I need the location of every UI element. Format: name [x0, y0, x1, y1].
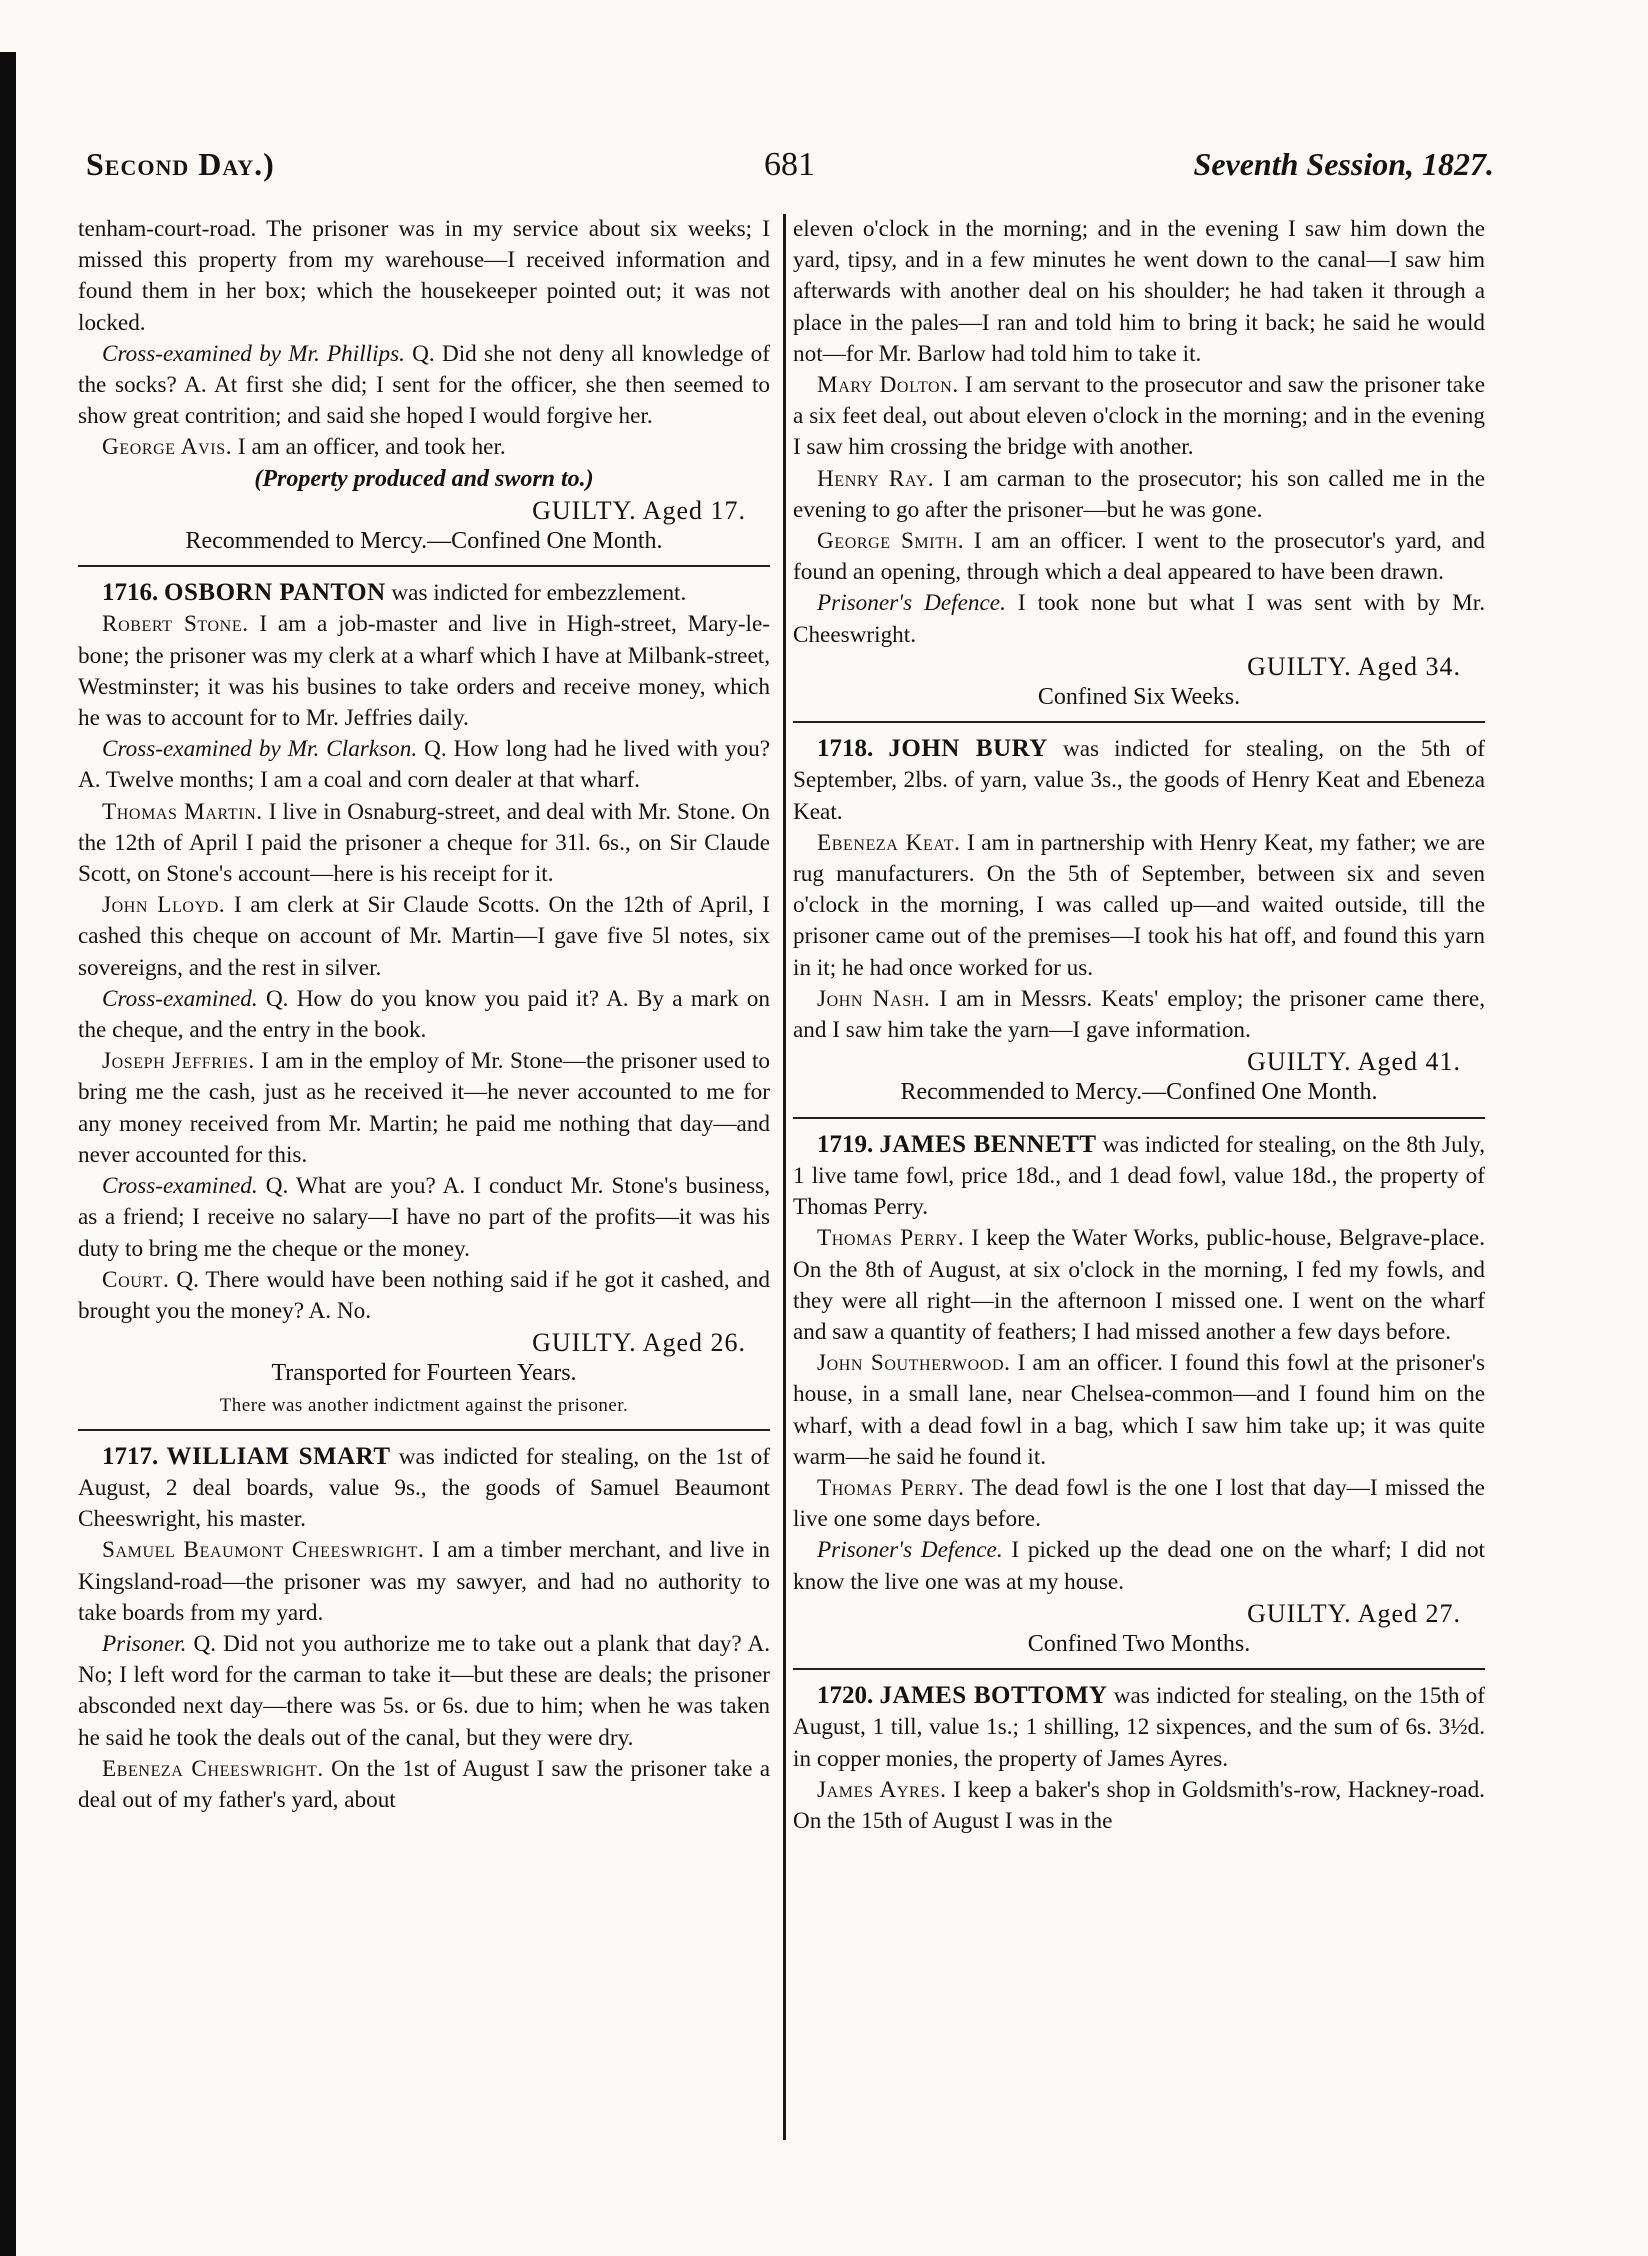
- testimony-text: On the 1st of August I saw the prisoner take a deal out of my father's yard, about: [78, 1755, 770, 1813]
- testimony-text: I am an officer. I found this fowl at the prisoner's house, in a small lane, near Chelsea-common—and I found him on the wharf, with a dead fowl in a bag, which I saw him take up; it was quite warm—he said he found it.: [793, 1350, 1485, 1470]
- testimony: [793, 1473, 1485, 1535]
- defence-label: Prisoner's Defence.: [817, 590, 1006, 617]
- testimony-text: I am an officer. I went to the prosecutor's yard, and found an opening, through which a deal appeared to have been drawn.: [793, 528, 1485, 586]
- sentence: Confined Two Months.: [1027, 1630, 1251, 1657]
- speaker-name: George Avis.: [102, 434, 233, 461]
- testimony-text: I am in the employ of Mr. Stone—the prisoner used to bring me the cash, just as he received it—he never accounted to me for any money received from Mr. Martin; he paid me nothing that day—and never accounted for this.: [78, 1048, 770, 1168]
- testimony: [793, 370, 1485, 464]
- sentence: Confined Six Weeks.: [1037, 684, 1241, 711]
- testimony: [78, 609, 770, 734]
- verdict: GUILTY. Aged 41.: [1247, 1047, 1461, 1077]
- case-separator: [793, 1117, 1485, 1119]
- defendant-name: JAMES BENNETT: [879, 1130, 1097, 1158]
- speaker-name: John Nash.: [817, 985, 931, 1012]
- indictment-note: There was another indictment against the prisoner.: [219, 1394, 629, 1416]
- speaker-name: Ebeneza Cheeswright.: [102, 1755, 324, 1782]
- speaker-name: James Ayres.: [817, 1776, 947, 1803]
- speaker-name: Henry Ray.: [817, 465, 935, 492]
- testimony-text: I am clerk at Sir Claude Scotts. On the 12th of April, I cashed this cheque on account of Mr. Martin—I gave five 5l notes, six sovereigns, and the rest in silver.: [78, 892, 771, 981]
- verdict: GUILTY. Aged 26.: [532, 1328, 746, 1358]
- testimony-text: I keep the Water Works, public-house, Belgrave-place. On the 8th of August, at six o'clock in the morning, I fed my fowls, and they were all right—in the afternoon I missed one. I went on the wharf and saw a quantity of feathers; I had missed another a few days before.: [793, 1225, 1485, 1345]
- testimony-text: Q. What are you? A. I conduct Mr. Stone's business, as a friend; I receive no salary—I have no part of the profits—it was his duty to bring me the cheque or the money.: [78, 1173, 770, 1262]
- speaker-name: Samuel Beaumont Cheeswright.: [102, 1537, 425, 1564]
- defence-label: Prisoner's Defence.: [817, 1537, 1003, 1564]
- testimony: [793, 828, 1485, 984]
- indictment-text: was indicted for stealing, on the 8th July, 1 live tame fowl, price 18d., and 1 dead fowl, value 18d., the property of Thomas Perry.: [793, 1131, 1485, 1221]
- cross-label: Cross-examined.: [102, 985, 258, 1012]
- testimony: [78, 1754, 770, 1816]
- left-column: [78, 214, 770, 1816]
- verdict: GUILTY. Aged 17.: [532, 495, 746, 525]
- defendant-name: WILLIAM SMART: [166, 1442, 391, 1470]
- indictment-text: was indicted for embezzlement.: [385, 580, 687, 607]
- speaker-name: John Southerwood.: [817, 1350, 1011, 1377]
- testimony-text: Q. Did not you authorize me to take out a plank that day? A. No; I left word for the carman to take it—but these are deals; the prisoner absconded next day—there was 5s. or 6s. due to him; when he was taken he said he took the deals out of the canal, but they were dry.: [78, 1630, 770, 1751]
- testimony: [78, 1535, 770, 1629]
- testimony-text: The dead fowl is the one I lost that day—I missed the live one some days before.: [793, 1474, 1485, 1533]
- case-heading: [78, 1441, 770, 1536]
- verdict: GUILTY. Aged 34.: [1247, 651, 1461, 681]
- case-number: 1718.: [817, 735, 874, 763]
- case-number: 1719.: [817, 1130, 874, 1158]
- speaker-name: Robert Stone.: [102, 611, 249, 638]
- testimony: [78, 1171, 770, 1265]
- continuation-paragraph: tenham-court-road. The prisoner was in my service about six weeks; I missed this property from my warehouse—I received information and found them in her box; which the housekeeper pointed out; it was not locked.: [78, 216, 770, 336]
- property-note: (Property produced and sworn to.): [254, 465, 594, 492]
- sentence: Recommended to Mercy.—Confined One Month.: [900, 1079, 1378, 1106]
- testimony-text: I picked up the dead one on the wharf; I did not know the live one was at my house.: [793, 1537, 1485, 1595]
- continuation-paragraph: eleven o'clock in the morning; and in the evening I saw him down the yard, tipsy, and in a few minutes he went down to the canal—I saw him afterwards with another deal on his shoulder; he had taken it through a place in the pales—I ran and told him to bring it back; he said he would not—for Mr. Barlow had told him to take it.: [793, 216, 1485, 367]
- testimony: [793, 588, 1485, 650]
- testimony: [78, 339, 770, 433]
- case-heading: [78, 577, 770, 609]
- right-column: [793, 214, 1485, 1837]
- speaker-name: Mary Dolton.: [817, 372, 959, 399]
- testimony: [78, 1265, 770, 1327]
- speaker-name: Ebeneza Keat.: [817, 829, 961, 856]
- testimony-text: I took none but what I was sent with by Mr. Cheeswright.: [793, 590, 1485, 648]
- case-separator: [78, 1429, 770, 1431]
- indictment-text: was indicted for stealing, on the 1st of August, 2 deal boards, value 9s., the goods of Samuel Beaumont Cheeswright, his master.: [78, 1443, 770, 1533]
- page-number: 681: [764, 146, 815, 183]
- running-head-right: Seventh Session, 1827.: [1193, 146, 1494, 182]
- indictment-text: was indicted for stealing, on the 15th of August, 1 till, value 1s.; 1 shilling, 12 sixpences, and the sum of 6s. 3½d. in copper monies, the property of James Ayres.: [793, 1683, 1485, 1772]
- sentence: Recommended to Mercy.—Confined One Month.: [185, 528, 663, 555]
- cross-label: Cross-examined by Mr. Clarkson.: [102, 736, 418, 763]
- testimony: [78, 1046, 770, 1171]
- testimony: [78, 797, 770, 891]
- speaker-name: John Lloyd.: [102, 892, 226, 919]
- case-number: 1720.: [817, 1682, 874, 1710]
- testimony-text: I am a timber merchant, and live in Kingsland-road—the prisoner was my sawyer, and had no authority to take boards from my yard.: [78, 1537, 770, 1626]
- testimony-text: Q. There would have been nothing said if he got it cashed, and brought you the money? A. No.: [78, 1266, 770, 1324]
- testimony: [793, 1535, 1485, 1597]
- testimony: [78, 890, 770, 984]
- indictment-text: was indicted for stealing, on the 5th of September, 2lbs. of yarn, value 3s., the goods of Henry Keat and Ebeneza Keat.: [793, 736, 1486, 825]
- testimony: [793, 526, 1485, 588]
- testimony-text: I am carman to the prosecutor; his son called me in the evening to go after the prisoner—but he was gone.: [793, 465, 1485, 523]
- speaker-name: Court.: [102, 1266, 170, 1293]
- case-heading: [793, 1680, 1485, 1775]
- testimony-text: I keep a baker's shop in Goldsmith's-row, Hackney-road. On the 15th of August I was in the: [793, 1776, 1485, 1834]
- testimony: [78, 1629, 770, 1754]
- testimony: [78, 432, 770, 463]
- speaker-name: Thomas Perry.: [817, 1474, 965, 1501]
- testimony-text: Q. How do you know you paid it? A. By a mark on the cheque, and the entry in the book.: [78, 985, 770, 1044]
- defendant-name: JOHN BURY: [888, 735, 1048, 763]
- case-separator: [793, 721, 1485, 723]
- speaker-name: Thomas Martin.: [102, 798, 263, 825]
- testimony-text: I am an officer, and took her.: [232, 434, 506, 461]
- speaker-name: Thomas Perry.: [817, 1225, 965, 1252]
- testimony-text: I live in Osnaburg-street, and deal with Mr. Stone. On the 12th of April I paid the prisoner a cheque for 31l. 6s., on Sir Claude Scott, on Stone's account—here is his receipt for it.: [78, 798, 770, 888]
- testimony: [78, 984, 770, 1046]
- book-binding-edge: [0, 52, 16, 2256]
- case-separator: [793, 1668, 1485, 1670]
- testimony: [78, 734, 770, 796]
- testimony: [793, 464, 1485, 526]
- testimony-text: I am in partnership with Henry Keat, my father; we are rug manufacturers. On the 5th of September, between six and seven o'clock in the morning, I was called up—and waited outside, till the prisoner came out of the premises—I took his hat off, and found this yarn in it; he had once worked for us.: [793, 829, 1486, 981]
- case-number: 1717.: [102, 1442, 159, 1470]
- case-separator: [78, 565, 770, 567]
- testimony: [793, 1223, 1485, 1348]
- defendant-name: OSBORN PANTON: [164, 579, 386, 607]
- testimony-text: Q. Did she not deny all knowledge of the socks? A. At first she did; I sent for the officer, she then seemed to show great contrition; and said she hoped I would forgive her.: [78, 340, 770, 430]
- speaker-name: Joseph Jeffries.: [102, 1048, 255, 1075]
- verdict: GUILTY. Aged 27.: [1247, 1598, 1461, 1628]
- running-head-left: Second Day.): [86, 146, 275, 182]
- sentence: Transported for Fourteen Years.: [271, 1360, 577, 1387]
- testimony-text: I am in Messrs. Keats' employ; the prisoner came there, and I saw him take the yarn—I gave information.: [793, 985, 1485, 1044]
- defendant-name: JAMES BOTTOMY: [879, 1682, 1108, 1710]
- case-heading: [793, 733, 1485, 828]
- column-divider: [783, 214, 786, 2140]
- speaker-name: George Smith.: [817, 528, 965, 555]
- testimony-text: Q. How long had he lived with you? A. Twelve months; I am a coal and corn dealer at that wharf.: [78, 736, 770, 794]
- testimony-text: I am servant to the prosecutor and saw the prisoner take a six feet deal, out about eleven o'clock in the morning; and in the evening I saw him crossing the bridge with another.: [793, 372, 1485, 461]
- cross-label: Cross-examined.: [102, 1173, 258, 1200]
- testimony: [793, 1775, 1485, 1837]
- testimony: [793, 984, 1485, 1046]
- cross-label: Prisoner.: [102, 1630, 187, 1657]
- cross-label: Cross-examined by Mr. Phillips.: [102, 340, 405, 367]
- case-heading: [793, 1129, 1485, 1224]
- page-header: [86, 146, 1494, 190]
- testimony-text: I am a job-master and live in High-street, Mary-le-bone; the prisoner was my clerk at a wharf which I have at Milbank-street, Westminster; it was his busines to take orders and receive money, which he was to account for to Mr. Jeffries daily.: [78, 611, 771, 732]
- case-number: 1716.: [102, 579, 159, 607]
- testimony: [793, 1348, 1485, 1473]
